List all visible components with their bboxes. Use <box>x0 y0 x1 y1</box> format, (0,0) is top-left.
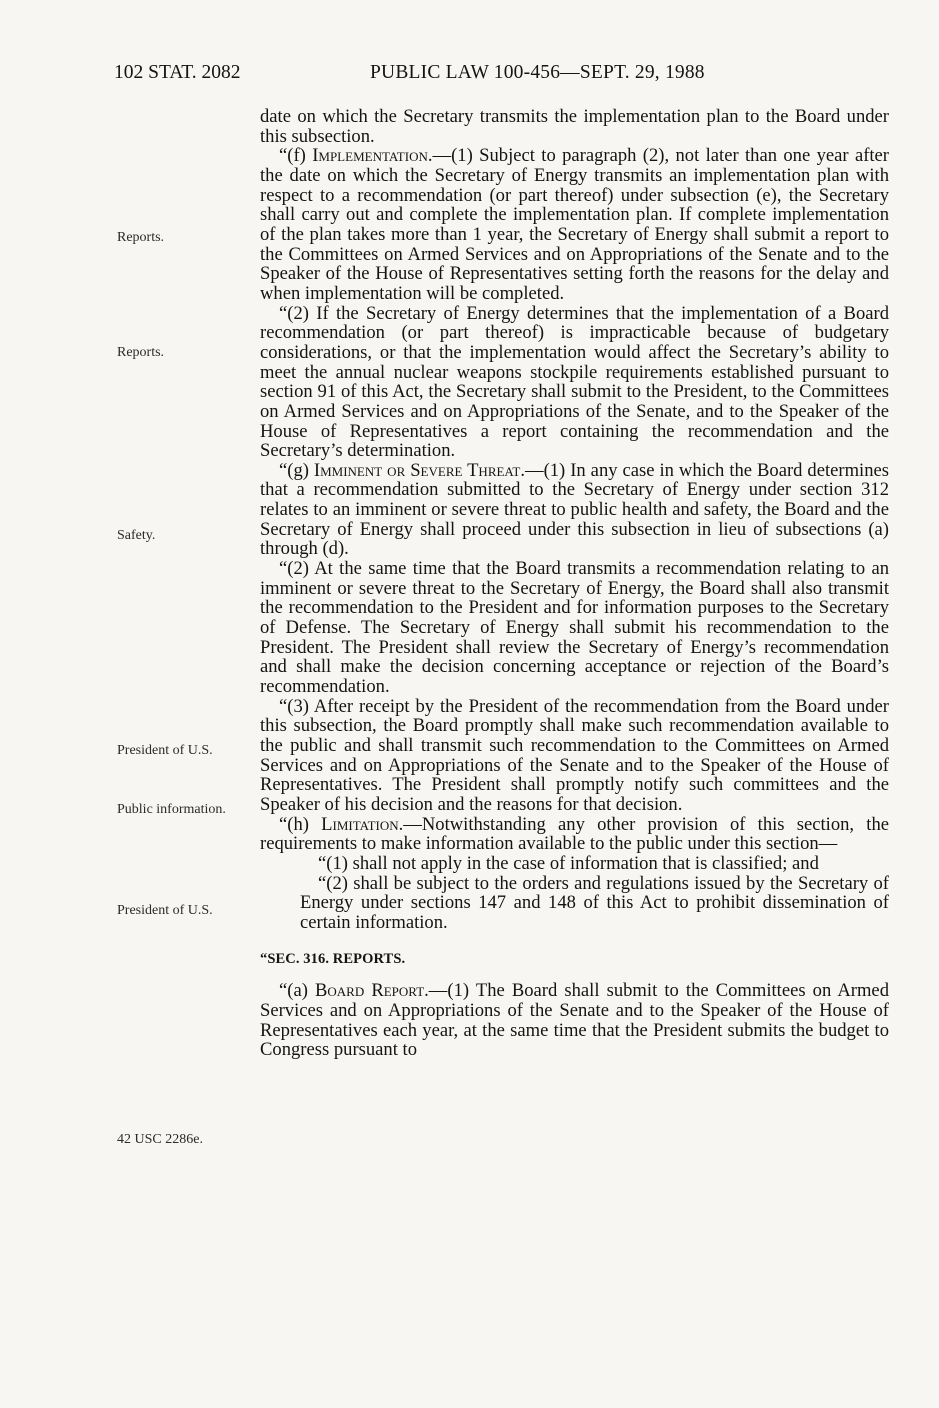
subsection-a-board-report: “(a) Board Report.—(1) The Board shall submit to the Committees on Armed Services and on Appropriations of the Senate and to the Speaker of the House of Representatives each year, at the same time that the President submits the budget to Congress pursuant to <box>260 980 889 1061</box>
margin-note-reports: Reports. <box>117 230 165 245</box>
subsection-f-paragraph-2: “(2) If the Secretary of Energy determines that the implementation of a Board recommendation (or part thereof) is impracticable because of budgetary considerations, or that the implementation would affect the Secretary’s ability to meet the annual nuclear weapons stockpile requirements established pursuant to section 91 of this Act, the Secretary shall submit to the President, to the Committees on Armed Services and on Appropriations of the Senate, and to the Speaker of the House of Representatives a report containing the recommendation and the Secretary’s determination. <box>260 302 889 462</box>
subsection-g-paragraph-3: “(3) After receipt by the President of the recommendation from the Board under this subsection, the Board promptly shall make such recommendation available to the public and shall transmit such recommendation to the Committees on Armed Services and on Appropriations of the Senate and to the Speaker of the House of Representatives. The President shall promptly notify such committees and the Speaker of his decision and the reasons for that decision. <box>260 695 889 815</box>
subsection-h-item-2: “(2) shall be subject to the orders and regulations issued by the Secretary of Energy under sections 147 and 148 of this Act to prohibit dissemination of certain information. <box>300 872 889 933</box>
margin-note-safety: Safety. <box>117 528 156 543</box>
margin-note-reports: Reports. <box>117 345 165 360</box>
subsection-g-imminent-threat: “(g) Imminent or Severe Threat.—(1) In any case in which the Board determines that a recommendation submitted to the Secretary of Energy under section 312 relates to an imminent or severe threat to public health and safety, the Board and the Secretary of Energy shall proceed under this subsection in lieu of subsections (a) through (d). <box>260 459 889 560</box>
paragraph-continuation: date on which the Secretary transmits the implementation plan to the Board under this subsection. <box>260 106 889 147</box>
subsection-h-item-1: “(1) shall not apply in the case of information that is classified; and <box>318 852 819 874</box>
statute-text <box>260 107 889 1060</box>
subsection-heading: Imminent or Severe Threat <box>313 459 521 481</box>
page-header <box>114 60 844 86</box>
subsection-heading: Implementation <box>312 145 428 167</box>
margin-note-president: President of U.S. <box>117 903 213 918</box>
subsection-f-implementation: “(f) Implementation.—(1) Subject to paragraph (2), not later than one year after the date on which the Secretary of Energy transmits an implementation plan with respect to a recommendation (or part thereof) under subsection (e), the Secretary shall carry out and complete the implementation plan. If complete implementation of the plan takes more than 1 year, the Secretary of Energy shall submit a report to the Committees on Armed Services and on Appropriations of the Senate and to the Speaker of the House of Representatives setting forth the reasons for the delay and when implementation will be completed. <box>260 145 890 304</box>
subsection-h-limitation: “(h) Limitation.—Notwithstanding any other provision of this section, the requirements to make information available to the public under this section— <box>260 813 889 855</box>
subsection-heading: Board Report <box>315 980 425 1002</box>
subsection-heading: Limitation <box>321 813 399 835</box>
margin-note-usc-citation: 42 USC 2286e. <box>117 1132 203 1147</box>
subsection-g-paragraph-2: “(2) At the same time that the Board transmits a recommendation relating to an imminent or severe threat to the Secretary of Energy, the Board shall also transmit the recommendation to the President and for information purposes to the Secretary of Defense. The Secretary of Energy shall submit his recommendation to the President. The President shall review the Secretary of Energy’s recommendation and shall make the decision concerning acceptance or rejection of the Board’s recommendation. <box>260 558 889 698</box>
running-head: PUBLIC LAW 100-456—SEPT. 29, 1988 <box>370 62 705 83</box>
margin-note-president: President of U.S. <box>117 743 213 758</box>
stat-page-number: 102 STAT. 2082 <box>114 62 241 83</box>
margin-note-public-information: Public information. <box>117 802 226 817</box>
section-316-heading: “SEC. 316. REPORTS. <box>260 950 406 967</box>
